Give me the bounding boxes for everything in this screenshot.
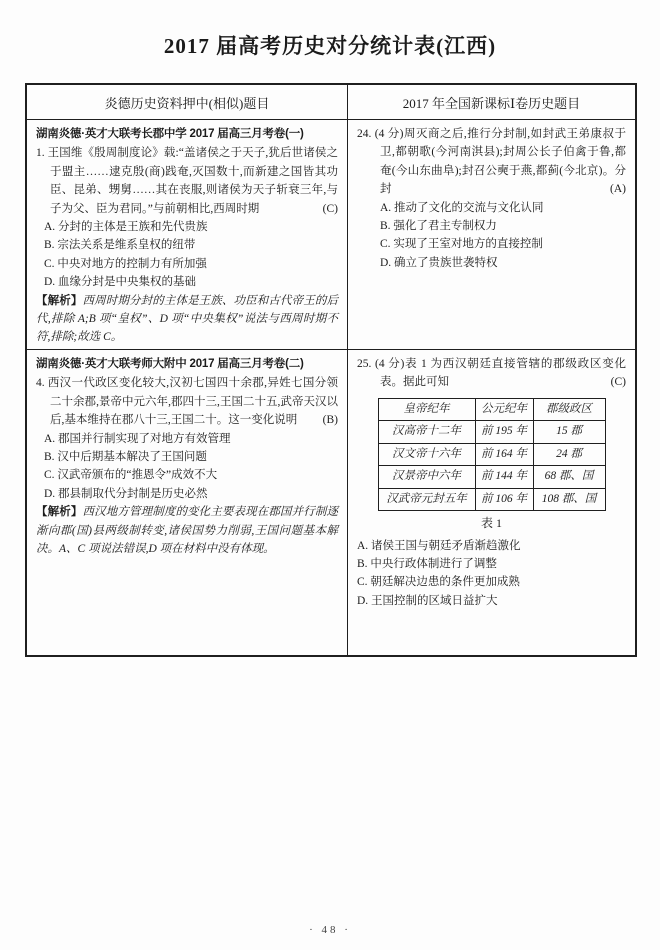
question-4-cell (27, 350, 348, 655)
question-24-answer: (A) (610, 183, 626, 196)
question-4-stem: 4. 西汉一代政区变化较大,汉初七国四十余郡,异姓七国分领二十余郡,景帝中元六年,郡四十三,王国二十五,武帝天汉以后,基本维持在郡八十三,王国二十。这一变化说明 (B) (36, 374, 338, 429)
table-cell: 汉高帝十二年 (378, 421, 475, 444)
commandery-data-table (378, 398, 606, 512)
option: B. 强化了君主专制权力 (380, 219, 497, 232)
table-cell: 前 106 年 (475, 488, 533, 511)
question-4-source: 湖南炎德·英才大联考师大附中 2017 届高三月考卷(二) (36, 358, 304, 370)
comparison-table (25, 83, 637, 657)
option: C. 朝廷解决边患的条件更加成熟 (357, 576, 520, 589)
question-25-cell (348, 350, 635, 655)
table-row (378, 421, 605, 444)
question-25-stem: 25. (4 分)表 1 为西汉朝廷直接管辖的郡级政区变化表。据此可知 (C) (357, 355, 626, 392)
question-1-answer: (C) (322, 202, 338, 215)
column-header-left-label: 炎德历史资料押中(相似)题目 (104, 95, 270, 111)
question-1-options (36, 218, 338, 292)
page-title: 2017 届高考历史对分统计表(江西) (163, 34, 497, 58)
question-24-options (357, 199, 626, 273)
analysis-label: 【解析】 (36, 294, 83, 307)
question-25-number: 25. (357, 358, 372, 370)
table-cell: 汉景帝中六年 (378, 466, 475, 489)
table-cell: 前 195 年 (475, 421, 533, 444)
column-header-left (27, 85, 348, 120)
option: A. 郡国并行制实现了对地方有效管理 (44, 432, 231, 445)
table-cell: 前 144 年 (475, 466, 533, 489)
table-cell: 24 郡 (533, 443, 605, 466)
question-1-cell (27, 120, 348, 350)
table-row (378, 466, 605, 489)
question-4-options (36, 430, 338, 504)
option: B. 汉中后期基本解决了王国问题 (44, 450, 207, 463)
question-1-analysis: 【解析】西周时期分封的主体是王族、功臣和古代帝王的后代,排除 A;B 项“皇权”、D 项“中央集权”说法与西周时期不符,排除;故选 C。 (36, 294, 339, 344)
question-1-stem: 1. 王国维《殷周制度论》载:“盖诸侯之于天子,犹后世诸侯之于盟主……逮克殷(商)践奄,灭国数十,而新建之国皆其功臣、昆弟、甥舅……其在丧服,则诸侯为天子斩衰三年,与子为父、臣为君同。”与前朝相比,西周时期 (C) (36, 144, 338, 218)
table-header-row (378, 398, 605, 421)
question-4-number: 4. (36, 377, 45, 390)
option: A. 分封的主体是王族和先代贵族 (44, 220, 208, 233)
table-header: 郡级政区 (533, 398, 605, 421)
table-row (378, 488, 605, 511)
question-4-answer: (B) (322, 414, 338, 427)
table-cell: 68 郡、国 (533, 466, 605, 489)
question-25-options (357, 537, 626, 611)
table-header: 皇帝纪年 (378, 398, 475, 421)
table-header: 公元纪年 (475, 398, 533, 421)
table-row (378, 443, 605, 466)
option: A. 诸侯王国与朝廷矛盾渐趋激化 (357, 539, 521, 552)
question-24-cell (348, 120, 635, 350)
table-cell: 前 164 年 (475, 443, 533, 466)
page-number: · 48 · (309, 924, 351, 936)
option: B. 宗法关系是维系皇权的纽带 (44, 239, 196, 252)
option: B. 中央行政体制进行了调整 (357, 557, 497, 570)
question-24-number: 24. (357, 128, 372, 140)
question-25-answer: (C) (610, 376, 626, 389)
question-24-stem: 24. (4 分)周灭商之后,推行分封制,如封武王弟康叔于卫,都朝歌(今河南淇县);封周公长子伯禽于鲁,都奄(今山东曲阜);封召公奭于燕,都蓟(今北京)。分封 (A) (357, 125, 626, 199)
column-header-right-label: 2017 年全国新课标Ⅰ卷历史题目 (402, 95, 581, 111)
question-1-number: 1. (36, 147, 45, 160)
option: A. 推动了文化的交流与文化认同 (380, 201, 544, 214)
column-header-right (348, 85, 635, 120)
option: D. 郡县制取代分封制是历史必然 (44, 487, 208, 500)
question-1-source: 湖南炎德·英才大联考长郡中学 2017 届高三月考卷(一) (36, 128, 304, 140)
option: D. 王国控制的区域日益扩大 (357, 594, 498, 607)
question-4-analysis: 【解析】西汉地方管理制度的变化主要表现在郡国并行制逐渐向郡(国)县两级制转变,诸侯国势力削弱,王国问题基本解决。A、C 项说法错误,D 项在材料中没有体现。 (36, 506, 339, 555)
table-caption: 表 1 (480, 516, 502, 531)
table-cell: 汉文帝十六年 (378, 443, 475, 466)
option: D. 血缘分封是中央集权的基础 (44, 276, 197, 289)
table-cell: 汉武帝元封五年 (378, 488, 475, 511)
option: C. 实现了王室对地方的直接控制 (380, 238, 543, 251)
table-cell: 15 郡 (533, 421, 605, 444)
option: C. 中央对地方的控制力有所加强 (44, 257, 207, 270)
option: D. 确立了贵族世袭特权 (380, 256, 498, 269)
table-cell: 108 郡、国 (533, 488, 605, 511)
analysis-label: 【解析】 (36, 506, 83, 519)
option: C. 汉武帝颁布的“推恩令”成效不大 (44, 469, 218, 482)
